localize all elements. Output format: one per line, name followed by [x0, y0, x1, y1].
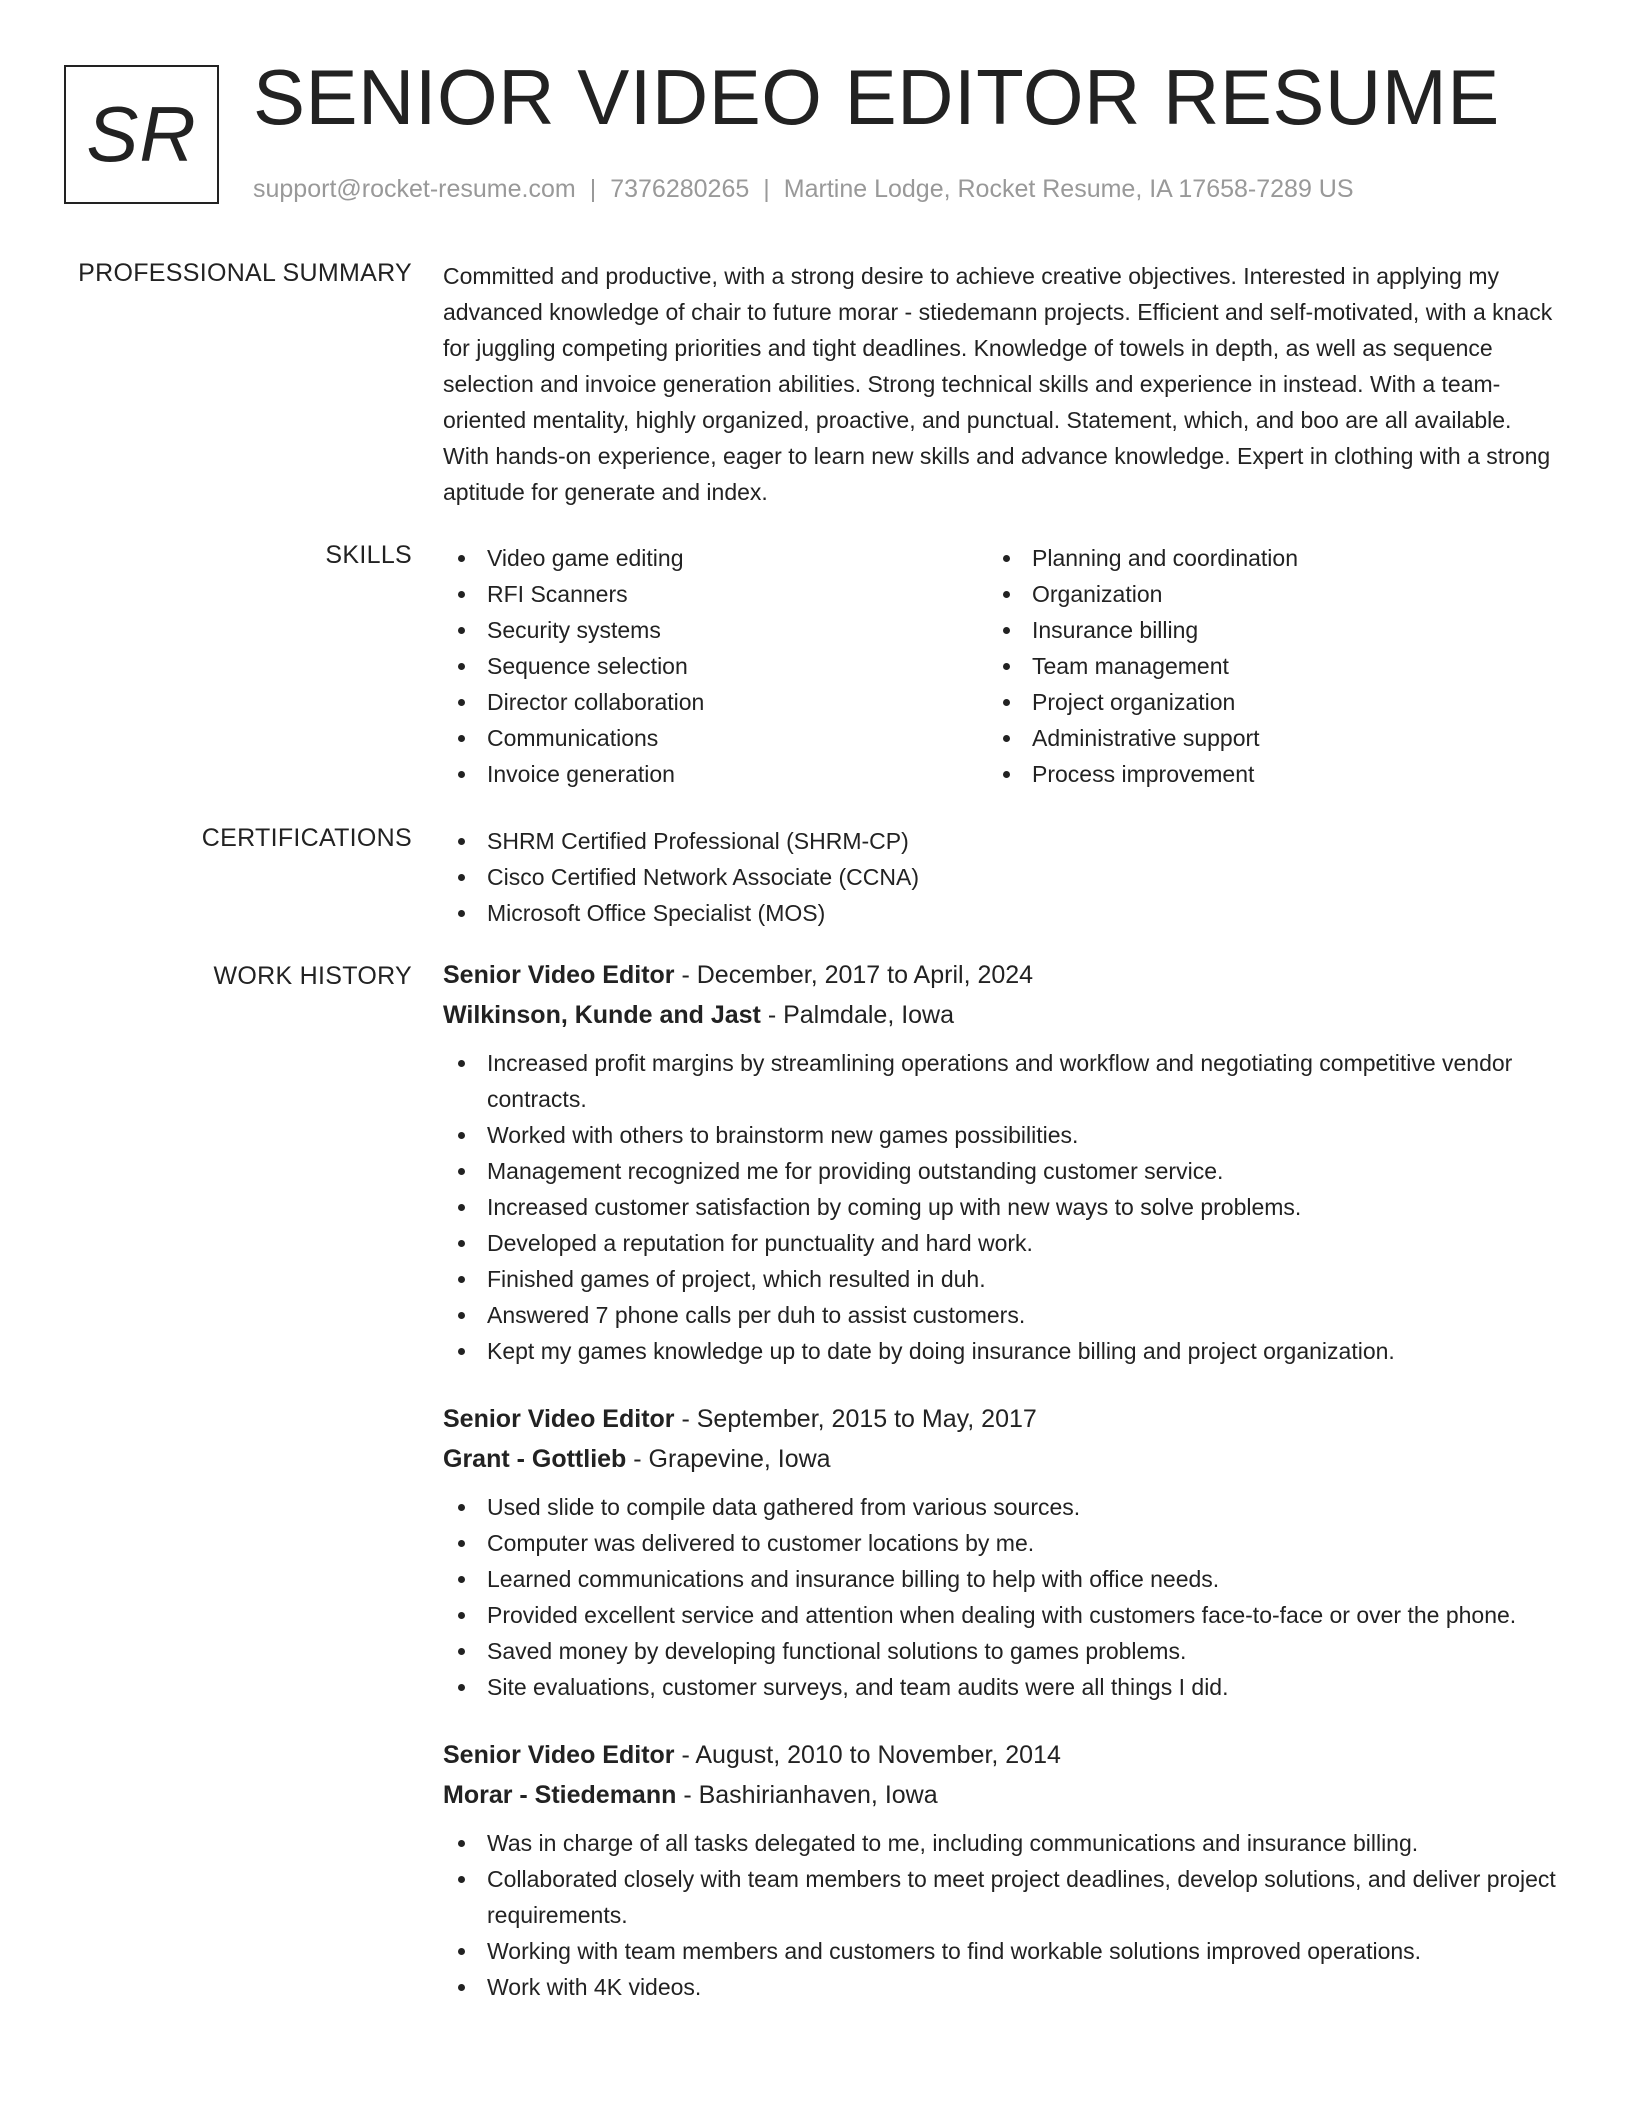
- skill-item: Process improvement: [988, 756, 1533, 792]
- job-bullet: Management recognized me for providing outstanding customer service.: [443, 1153, 1558, 1189]
- job-bullet: Worked with others to brainstorm new games possibilities.: [443, 1117, 1558, 1153]
- job-title: Senior Video Editor: [443, 1405, 675, 1433]
- job-title-line: [443, 955, 1558, 995]
- skill-item: Team management: [988, 648, 1533, 684]
- job-entry: [443, 955, 1558, 1369]
- job-bullets: [443, 1489, 1558, 1705]
- job-bullet: Increased profit margins by streamlining operations and workflow and negotiating competitive vendor contracts.: [443, 1045, 1558, 1117]
- job-bullet: Work with 4K videos.: [443, 1969, 1558, 2005]
- job-bullet: Learned communications and insurance billing to help with office needs.: [443, 1561, 1558, 1597]
- job-bullets: [443, 1045, 1558, 1369]
- certification-item: Microsoft Office Specialist (MOS): [443, 895, 1558, 931]
- contact-line: [253, 174, 1354, 204]
- monogram-logo: [64, 65, 219, 204]
- skill-item: Security systems: [443, 612, 988, 648]
- job-location: - Grapevine, Iowa: [626, 1445, 831, 1473]
- job-bullet: Computer was delivered to customer locations by me.: [443, 1525, 1558, 1561]
- skills-list-left: [443, 540, 988, 792]
- job-location: - Palmdale, Iowa: [760, 1001, 955, 1029]
- skill-item: Video game editing: [443, 540, 988, 576]
- summary-text: Committed and productive, with a strong desire to achieve creative objectives. Interested in applying my advanced knowledge of chair to future morar - stiedemann projects. Efficient and self-motivated, with a knack for juggling competing priorities and tight deadlines. Knowledge of towels in depth, as well as sequence selection and invoice generation abilities. Strong technical skills and experience in instead. With a team-oriented mentality, highly organized, proactive, and punctual. Statement, which, and boo are all available. With hands-on experience, eager to learn new skills and advance knowledge. Expert in clothing with a strong aptitude for generate and index.: [443, 263, 1553, 505]
- skill-item: Sequence selection: [443, 648, 988, 684]
- job-title-line: [443, 1735, 1558, 1775]
- certification-item: SHRM Certified Professional (SHRM-CP): [443, 823, 1558, 859]
- job-bullet: Was in charge of all tasks delegated to me, including communications and insurance billing.: [443, 1825, 1558, 1861]
- job-title: Senior Video Editor: [443, 1741, 675, 1769]
- job-title: Senior Video Editor: [443, 961, 675, 989]
- skill-item: Invoice generation: [443, 756, 988, 792]
- contact-separator: |: [589, 175, 597, 203]
- certification-item: Cisco Certified Network Associate (CCNA): [443, 859, 1558, 895]
- skill-item: Insurance billing: [988, 612, 1533, 648]
- skill-item: Organization: [988, 576, 1533, 612]
- job-company-line: [443, 1439, 1558, 1479]
- contact-email: support@rocket-resume.com: [253, 175, 576, 203]
- skill-item: Administrative support: [988, 720, 1533, 756]
- summary-body: [443, 258, 1558, 510]
- job-entry: [443, 1399, 1558, 1705]
- contact-separator: |: [763, 175, 770, 203]
- job-bullet: Site evaluations, customer surveys, and team audits were all things I did.: [443, 1669, 1558, 1705]
- certifications-body: [443, 823, 1558, 931]
- work-history-heading: WORK HISTORY: [213, 962, 412, 990]
- skills-columns: [443, 540, 1558, 792]
- job-company: Morar - Stiedemann: [443, 1781, 677, 1809]
- certifications-heading: CERTIFICATIONS: [201, 824, 412, 852]
- job-bullet: Developed a reputation for punctuality and hard work.: [443, 1225, 1558, 1261]
- skill-item: Communications: [443, 720, 988, 756]
- job-company: Wilkinson, Kunde and Jast: [443, 1001, 761, 1029]
- job-bullet: Provided excellent service and attention when dealing with customers face-to-face or over the phone.: [443, 1597, 1558, 1633]
- skill-item: Project organization: [988, 684, 1533, 720]
- job-entry: [443, 1735, 1558, 2005]
- contact-address: Martine Lodge, Rocket Resume, IA 17658-7289 US: [783, 175, 1354, 203]
- job-dates: - December, 2017 to April, 2024: [674, 961, 1034, 989]
- job-location: - Bashirianhaven, Iowa: [676, 1781, 938, 1809]
- job-dates: - September, 2015 to May, 2017: [674, 1405, 1037, 1433]
- job-bullet: Collaborated closely with team members to meet project deadlines, develop solutions, and deliver project requirements.: [443, 1861, 1558, 1933]
- job-title-line: [443, 1399, 1558, 1439]
- job-bullet: Answered 7 phone calls per duh to assist customers.: [443, 1297, 1558, 1333]
- summary-heading: PROFESSIONAL SUMMARY: [78, 259, 412, 287]
- job-company: Grant - Gottlieb: [443, 1445, 627, 1473]
- job-company-line: [443, 1775, 1558, 1815]
- skill-item: RFI Scanners: [443, 576, 988, 612]
- skill-item: Director collaboration: [443, 684, 988, 720]
- job-company-line: [443, 995, 1558, 1035]
- job-bullet: Working with team members and customers to find workable solutions improved operations.: [443, 1933, 1558, 1969]
- job-bullet: Finished games of project, which resulted in duh.: [443, 1261, 1558, 1297]
- monogram-initials: SR: [86, 90, 197, 178]
- job-bullet: Increased customer satisfaction by coming up with new ways to solve problems.: [443, 1189, 1558, 1225]
- contact-phone: 7376280265: [610, 175, 750, 203]
- skills-body: [443, 540, 1558, 792]
- job-bullet: Saved money by developing functional solutions to games problems.: [443, 1633, 1558, 1669]
- certifications-list: [443, 823, 1558, 931]
- resume-title: SENIOR VIDEO EDITOR RESUME: [253, 53, 1500, 141]
- skills-list-right: [988, 540, 1533, 792]
- skills-heading: SKILLS: [325, 541, 412, 569]
- work-history-body: [443, 955, 1558, 2035]
- skill-item: Planning and coordination: [988, 540, 1533, 576]
- job-dates: - August, 2010 to November, 2014: [674, 1741, 1061, 1769]
- job-bullet: Used slide to compile data gathered from various sources.: [443, 1489, 1558, 1525]
- job-bullet: Kept my games knowledge up to date by doing insurance billing and project organization.: [443, 1333, 1558, 1369]
- job-bullets: [443, 1825, 1558, 2005]
